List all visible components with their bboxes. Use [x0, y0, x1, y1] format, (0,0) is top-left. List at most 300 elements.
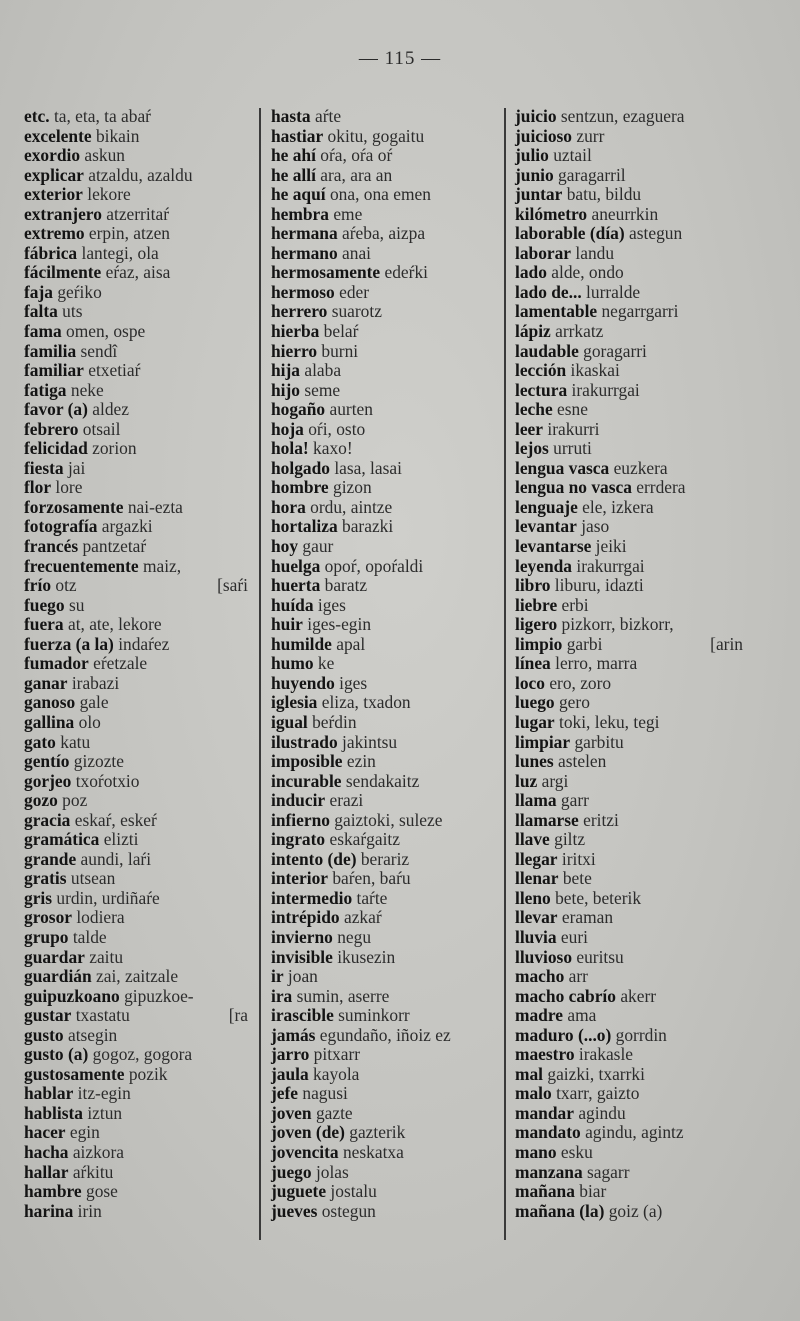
- entry-term: huyendo: [271, 672, 335, 693]
- dictionary-entry: [24, 1104, 250, 1124]
- entry-text: [271, 1045, 360, 1065]
- entry-text: [271, 283, 369, 303]
- entry-term: huir: [271, 614, 303, 635]
- dictionary-entry: [515, 1182, 745, 1202]
- dictionary-entry: [515, 889, 745, 909]
- entry-term: lleno: [515, 887, 551, 908]
- entry-term: levantarse: [515, 536, 592, 557]
- dictionary-entry: [24, 1202, 250, 1222]
- dictionary-entry: [271, 498, 497, 518]
- entry-term: hacha: [24, 1141, 69, 1162]
- entry-definition: ona, ona emen: [329, 184, 431, 205]
- entry-term: hijo: [271, 379, 300, 400]
- entry-definition: eritzi: [583, 809, 619, 830]
- entry-continuation: [saŕi: [217, 575, 248, 596]
- dictionary-entry: [24, 674, 250, 694]
- entry-text: [24, 459, 85, 479]
- entry-definition: ikaskai: [570, 360, 620, 381]
- entry-text: [24, 772, 139, 792]
- entry-text: [24, 948, 123, 968]
- dictionary-entry: [24, 908, 250, 928]
- entry-text: [24, 400, 129, 420]
- dictionary-entry: [24, 948, 250, 968]
- entry-text: [24, 283, 102, 303]
- entry-term: gato: [24, 731, 56, 752]
- dictionary-entry: [271, 517, 497, 537]
- dictionary-entry: [515, 224, 745, 244]
- dictionary-entry: [271, 733, 497, 753]
- entry-term: juguete: [271, 1181, 327, 1202]
- dictionary-entry: [24, 889, 250, 909]
- entry-text: [271, 850, 409, 870]
- entry-definition: irabazi: [71, 672, 120, 693]
- entry-definition: ikusezin: [337, 946, 396, 967]
- entry-definition: akerr: [620, 985, 657, 1006]
- entry-term: humo: [271, 653, 314, 674]
- entry-term: herrero: [271, 301, 328, 322]
- entry-term: juicio: [515, 106, 557, 126]
- dictionary-entry: [24, 596, 250, 616]
- entry-text: [24, 146, 125, 166]
- entry-text: [271, 733, 397, 753]
- entry-text: [24, 166, 193, 186]
- entry-definition: talde: [72, 926, 107, 947]
- entry-definition: gaiztoki, suleze: [334, 809, 443, 830]
- entry-definition: aizkora: [72, 1141, 124, 1162]
- entry-definition: elizti: [103, 829, 139, 850]
- entry-term: julio: [515, 145, 549, 166]
- entry-definition: egundaño, iñoiz ez: [319, 1024, 451, 1045]
- dictionary-entry: [271, 1104, 497, 1124]
- dictionary-entry: [24, 1143, 250, 1163]
- entry-term: lectura: [515, 379, 568, 400]
- entry-definition: sentzun, ezaguera: [560, 106, 685, 126]
- entry-term: lengua vasca: [515, 457, 610, 478]
- entry-definition: erpin, atzen: [88, 223, 170, 244]
- dictionary-entry: [24, 517, 250, 537]
- entry-text: [515, 517, 609, 537]
- dictionary-entry: [271, 674, 497, 694]
- entry-definition: goiz (a): [608, 1200, 663, 1221]
- dictionary-entry: [271, 420, 497, 440]
- entry-term: harina: [24, 1200, 74, 1221]
- entry-definition: garbi: [566, 633, 603, 654]
- entry-term: huelga: [271, 555, 321, 576]
- entry-term: juego: [271, 1161, 312, 1182]
- entry-text: [271, 244, 371, 264]
- entry-definition: irakasle: [578, 1044, 633, 1065]
- entry-text: [24, 596, 84, 616]
- entry-text: [515, 1045, 633, 1065]
- entry-definition: euritsu: [576, 946, 624, 967]
- entry-definition: itz-egin: [77, 1083, 131, 1104]
- entry-term: ilustrado: [271, 731, 338, 752]
- dictionary-entry: [515, 263, 745, 283]
- entry-text: [271, 674, 367, 694]
- entry-definition: omen, ospe: [66, 321, 146, 342]
- entry-definition: maiz,: [142, 555, 182, 576]
- entry-definition: zaitu: [89, 946, 124, 967]
- dictionary-entry: [24, 420, 250, 440]
- entry-definition: ordu, aintze: [310, 496, 393, 517]
- entry-text: [271, 1202, 376, 1222]
- entry-definition: sendakaitz: [345, 770, 420, 791]
- entry-definition: negu: [337, 926, 372, 947]
- entry-term: fiesta: [24, 457, 64, 478]
- entry-text: [271, 908, 382, 928]
- dictionary-entry: [24, 811, 250, 831]
- dictionary-entry: [271, 1182, 497, 1202]
- dictionary-entry: [515, 987, 745, 1007]
- entry-term: hortaliza: [271, 516, 338, 537]
- entry-term: fuera: [24, 614, 64, 635]
- entry-text: [515, 185, 641, 205]
- dictionary-entry: [515, 967, 745, 987]
- dictionary-entry: [515, 185, 745, 205]
- entry-term: ligero: [515, 614, 558, 635]
- entry-definition: ostegun: [321, 1200, 376, 1221]
- entry-term: gorjeo: [24, 770, 72, 791]
- entry-text: [24, 635, 169, 655]
- entry-text: [515, 381, 640, 401]
- entry-text: [515, 1182, 606, 1202]
- entry-term: extranjero: [24, 203, 102, 224]
- entry-text: [271, 205, 362, 225]
- column-divider: [259, 108, 261, 1240]
- entry-text: [24, 224, 170, 244]
- dictionary-entry: [271, 263, 497, 283]
- entry-definition: ezin: [346, 751, 376, 772]
- entry-term: intento (de): [271, 848, 357, 869]
- dictionary-entry: [271, 1202, 497, 1222]
- dictionary-entry: [515, 1084, 745, 1104]
- dictionary-entry: [24, 1123, 250, 1143]
- dictionary-entry: [271, 381, 497, 401]
- dictionary-entry: [515, 791, 745, 811]
- entry-term: lado de...: [515, 281, 582, 302]
- dictionary-entry: [515, 107, 745, 127]
- entry-term: he aquí: [271, 184, 326, 205]
- entry-text: [515, 302, 678, 322]
- entry-definition: arr: [568, 966, 588, 987]
- entry-term: hoja: [271, 418, 304, 439]
- entry-text: [515, 987, 656, 1007]
- entry-text: [271, 342, 358, 362]
- entry-text: [515, 889, 641, 909]
- entry-definition: esku: [560, 1141, 593, 1162]
- dictionary-entry: [24, 224, 250, 244]
- dictionary-entry: [515, 127, 745, 147]
- entry-definition: gizon: [333, 477, 372, 498]
- entry-term: ingrato: [271, 829, 326, 850]
- dictionary-entry: [24, 772, 250, 792]
- dictionary-entry: [515, 537, 745, 557]
- entry-definition: alaba: [304, 360, 342, 381]
- entry-text: [24, 615, 162, 635]
- dictionary-entry: [271, 615, 497, 635]
- dictionary-entry: [515, 596, 745, 616]
- entry-text: [515, 928, 588, 948]
- dictionary-entry: [24, 1006, 250, 1026]
- entry-term: línea: [515, 653, 551, 674]
- entry-term: flor: [24, 477, 52, 498]
- entry-term: igual: [271, 711, 308, 732]
- entry-term: junio: [515, 164, 554, 185]
- dictionary-entry: [24, 615, 250, 635]
- entry-text: [24, 674, 119, 694]
- entry-term: guipuzkoano: [24, 985, 120, 1006]
- entry-text: [24, 381, 104, 401]
- entry-definition: anai: [342, 242, 371, 263]
- entry-term: grosor: [24, 907, 72, 928]
- entry-text: [515, 948, 624, 968]
- entry-definition: pantzetaŕ: [82, 536, 147, 557]
- entry-term: limpio: [515, 633, 563, 654]
- entry-definition: txarr, gaizto: [556, 1083, 640, 1104]
- dictionary-entry: [24, 693, 250, 713]
- entry-definition: otz: [55, 575, 77, 596]
- dictionary-entry: [515, 517, 745, 537]
- entry-definition: kaxo!: [313, 438, 353, 459]
- entry-definition: oŕa, oŕa oŕ: [320, 145, 393, 166]
- dictionary-entry: [515, 635, 745, 655]
- entry-term: leche: [515, 399, 553, 420]
- entry-text: [271, 439, 353, 459]
- dictionary-entry: [515, 830, 745, 850]
- entry-definition: eŕaz, aisa: [105, 262, 171, 283]
- entry-term: ganoso: [24, 692, 76, 713]
- dictionary-entry: [515, 244, 745, 264]
- entry-definition: ara, ara an: [320, 164, 393, 185]
- entry-definition: eskaŕ, eskeŕ: [74, 809, 157, 830]
- entry-text: [24, 263, 170, 283]
- page-number: — 115 —: [358, 48, 442, 69]
- entry-definition: gose: [86, 1181, 118, 1202]
- entry-term: huerta: [271, 575, 321, 596]
- entry-text: [271, 615, 371, 635]
- entry-term: ir: [271, 966, 284, 987]
- entry-term: explicar: [24, 164, 84, 185]
- entry-text: [271, 869, 411, 889]
- entry-definition: errdera: [636, 477, 686, 498]
- entry-definition: gipuzkoe-: [124, 985, 194, 1006]
- entry-term: mano: [515, 1141, 557, 1162]
- entry-definition: gogoz, gogora: [92, 1044, 193, 1065]
- dictionary-entry: [515, 420, 745, 440]
- dictionary-entry: [271, 224, 497, 244]
- entry-term: luz: [515, 770, 538, 791]
- entry-definition: egin: [69, 1122, 100, 1143]
- entry-text: [515, 1143, 593, 1163]
- entry-text: [515, 1006, 596, 1026]
- entry-definition: neke: [70, 379, 104, 400]
- entry-term: llegar: [515, 848, 558, 869]
- entry-text: [271, 1123, 405, 1143]
- entry-text: [515, 596, 589, 616]
- entry-text: [515, 283, 640, 303]
- entry-definition: agindu, agintz: [585, 1122, 684, 1143]
- dictionary-entry: [24, 576, 250, 596]
- dictionary-entry: [24, 263, 250, 283]
- entry-text: [24, 322, 145, 342]
- entry-text: [271, 987, 389, 1007]
- entry-text: [515, 733, 624, 753]
- entry-term: guardar: [24, 946, 85, 967]
- entry-term: laborable (día): [515, 223, 625, 244]
- entry-term: intermedio: [271, 887, 353, 908]
- dictionary-entry: [271, 752, 497, 772]
- entry-term: gentío: [24, 751, 70, 772]
- dictionary-entry: [24, 869, 250, 889]
- dictionary-entry: [271, 361, 497, 381]
- entry-text: [515, 537, 627, 557]
- entry-term: lengua no vasca: [515, 477, 632, 498]
- entry-text: [515, 478, 686, 498]
- entry-term: llevar: [515, 907, 558, 928]
- entry-continuation: [ra: [228, 1005, 248, 1026]
- entry-definition: ta, eta, ta abaŕ: [53, 106, 151, 126]
- entry-term: excelente: [24, 125, 92, 146]
- dictionary-entry: [24, 342, 250, 362]
- entry-definition: gaizki, txarrki: [547, 1063, 645, 1084]
- entry-text: [271, 224, 425, 244]
- dictionary-entry: [24, 1084, 250, 1104]
- entry-definition: geŕiko: [57, 281, 102, 302]
- entry-text: [271, 263, 428, 283]
- entry-text: [515, 420, 600, 440]
- dictionary-entry: [24, 127, 250, 147]
- entry-term: leer: [515, 418, 543, 439]
- dictionary-entry: [271, 576, 497, 596]
- entry-definition: pizkorr, bizkorr,: [561, 614, 674, 635]
- dictionary-entry: [24, 166, 250, 186]
- entry-text: [515, 674, 611, 694]
- entry-text: [515, 713, 659, 733]
- entry-text: [515, 127, 604, 147]
- dictionary-entry: [515, 772, 745, 792]
- entry-definition: txoŕotxio: [75, 770, 140, 791]
- entry-text: [515, 693, 590, 713]
- entry-definition: eskaŕgaitz: [329, 829, 400, 850]
- entry-term: forzosamente: [24, 496, 124, 517]
- entry-term: mañana (la): [515, 1200, 605, 1221]
- entry-definition: jai: [67, 457, 86, 478]
- entry-continuation: [arin: [710, 633, 743, 654]
- dictionary-entry: [24, 498, 250, 518]
- entry-definition: euzkera: [613, 457, 668, 478]
- entry-term: lugar: [515, 711, 555, 732]
- entry-term: gracia: [24, 809, 71, 830]
- entry-text: [515, 654, 637, 674]
- entry-text: [515, 166, 626, 186]
- entry-term: intrépido: [271, 907, 340, 928]
- dictionary-entry: [271, 302, 497, 322]
- entry-definition: ama: [567, 1005, 597, 1026]
- entry-definition: liburu, idazti: [554, 575, 644, 596]
- entry-text: [271, 498, 392, 518]
- entry-definition: eraman: [561, 907, 614, 928]
- entry-text: [271, 967, 318, 987]
- entry-definition: jakintsu: [342, 731, 398, 752]
- entry-text: [271, 1084, 348, 1104]
- entry-text: [24, 811, 157, 831]
- entry-text: [24, 869, 115, 889]
- entry-term: hola!: [271, 438, 309, 459]
- dictionary-entry: [24, 146, 250, 166]
- entry-term: guardián: [24, 966, 92, 987]
- dictionary-entry: [271, 1084, 497, 1104]
- entry-definition: etxetiaŕ: [88, 360, 141, 381]
- entry-definition: pozik: [128, 1063, 168, 1084]
- dictionary-entry: [271, 713, 497, 733]
- entry-definition: atzaldu, azaldu: [88, 164, 193, 185]
- dictionary-entry: [271, 283, 497, 303]
- dictionary-entry: [515, 146, 745, 166]
- entry-term: invierno: [271, 926, 333, 947]
- entry-definition: nagusi: [302, 1083, 348, 1104]
- entry-term: huída: [271, 594, 314, 615]
- entry-definition: aneurrkin: [591, 203, 659, 224]
- entry-text: [271, 654, 334, 674]
- dictionary-entry: [24, 478, 250, 498]
- entry-text: [24, 127, 139, 147]
- dictionary-entry: [515, 1143, 745, 1163]
- entry-definition: biar: [579, 1181, 607, 1202]
- entry-definition: bete: [562, 868, 592, 889]
- entry-text: [515, 557, 645, 577]
- entry-term: llamarse: [515, 809, 579, 830]
- dictionary-entry: [24, 1026, 250, 1046]
- entry-definition: eliza, txadon: [321, 692, 411, 713]
- entry-term: familia: [24, 340, 77, 361]
- entry-text: [24, 987, 194, 1007]
- entry-text: [271, 517, 393, 537]
- entry-definition: okitu, gogaitu: [327, 125, 425, 146]
- dictionary-entry: [515, 302, 745, 322]
- entry-term: lamentable: [515, 301, 598, 322]
- entry-term: frecuentemente: [24, 555, 139, 576]
- entry-definition: txastatu: [75, 1005, 130, 1026]
- entry-text: [271, 928, 371, 948]
- dictionary-entry: [515, 381, 745, 401]
- entry-term: hermana: [271, 223, 338, 244]
- entry-text: [271, 596, 346, 616]
- entry-term: gallina: [24, 711, 75, 732]
- entry-text: [271, 1182, 377, 1202]
- entry-text: [515, 615, 674, 635]
- dictionary-entry: [271, 1026, 497, 1046]
- entry-term: macho cabrío: [515, 985, 616, 1006]
- entry-term: francés: [24, 536, 79, 557]
- entry-term: hastiar: [271, 125, 324, 146]
- dictionary-entry: [515, 342, 745, 362]
- entry-definition: aŕeba, aizpa: [342, 223, 426, 244]
- entry-definition: neskatxa: [342, 1141, 404, 1162]
- entry-term: he allí: [271, 164, 316, 185]
- dictionary-entry: [515, 1045, 745, 1065]
- entry-text: [515, 1104, 626, 1124]
- entry-term: laborar: [515, 242, 572, 263]
- dictionary-column-2: [271, 107, 497, 1221]
- entry-term: exterior: [24, 184, 83, 205]
- entry-text: [24, 889, 160, 909]
- entry-definition: lore: [55, 477, 83, 498]
- dictionary-entry: [24, 322, 250, 342]
- dictionary-entry: [24, 1065, 250, 1085]
- entry-text: [24, 537, 146, 557]
- entry-definition: aŕte: [314, 106, 342, 126]
- entry-text: [24, 517, 153, 537]
